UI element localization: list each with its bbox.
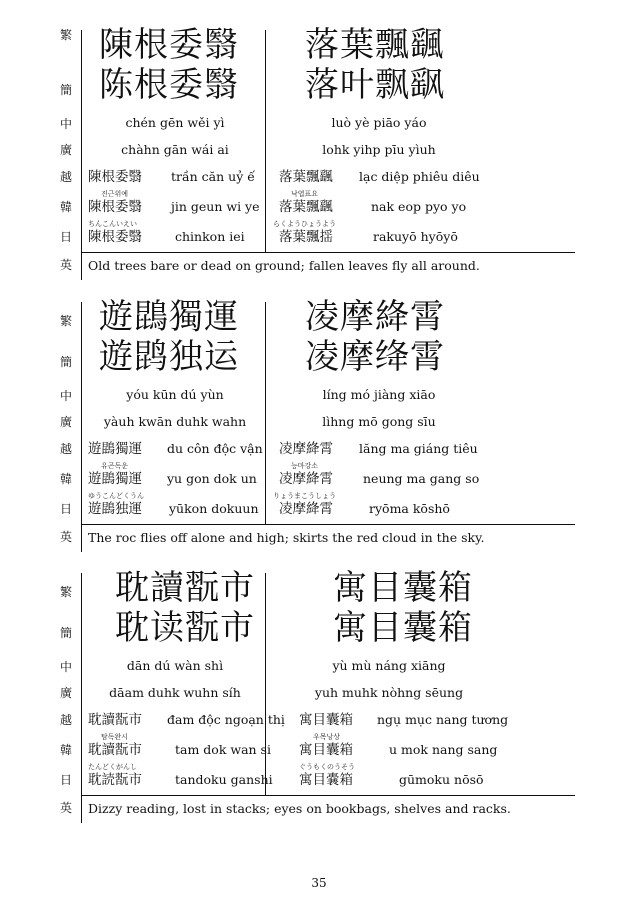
label-vietnamese: 越 (59, 713, 72, 727)
label-japanese: 日 (59, 230, 72, 244)
label-divider (81, 573, 82, 823)
couplet-block-2 (55, 297, 585, 554)
right-traditional: 寓目囊箱 (333, 568, 473, 608)
left-simplified: 耽读翫市 (115, 608, 255, 648)
right-viet-reading: lăng ma giáng tiêu (359, 441, 478, 456)
left-japanese-reading: tandoku ganshi (175, 772, 273, 787)
left-cantonese: dāam duhk wuhn síh (109, 685, 241, 700)
label-vietnamese: 越 (59, 170, 72, 184)
label-traditional: 繁 (59, 28, 72, 42)
right-korean-ruby: 우목낭상 (313, 733, 341, 741)
right-traditional: 落葉飄颻 (305, 25, 445, 65)
left-korean-reading: tam dok wan si (175, 742, 271, 757)
label-traditional: 繁 (59, 585, 72, 599)
right-korean-ruby: 능마강소 (291, 462, 319, 470)
english-translation: Old trees bare or dead on ground; fallen leaves fly all around. (88, 258, 480, 273)
label-korean: 韓 (59, 472, 72, 486)
label-japanese: 日 (59, 773, 72, 787)
english-translation: Dizzy reading, lost in stacks; eyes on bookbags, shelves and racks. (88, 801, 511, 816)
right-simplified: 寓目囊箱 (333, 608, 473, 648)
right-korean-chars: 落葉飄颻 (279, 199, 333, 215)
label-cantonese: 廣 (59, 143, 72, 157)
right-korean-reading: neung ma gang so (363, 471, 480, 486)
column-divider (265, 302, 266, 524)
left-korean-chars: 陳根委翳 (88, 199, 142, 215)
label-english: 英 (59, 530, 72, 544)
label-korean: 韓 (59, 200, 72, 214)
english-divider (81, 795, 575, 796)
left-japanese-ruby: たんどくがんし (88, 763, 137, 771)
right-cantonese: lohk yihp pīu yìuh (322, 142, 436, 157)
right-japanese-chars: 落葉飄揺 (279, 229, 333, 245)
english-divider (81, 252, 575, 253)
label-divider (81, 30, 82, 280)
right-japanese-ruby: りょうまこうしょう (273, 492, 336, 500)
right-japanese-chars: 凌摩絳霄 (279, 501, 333, 517)
right-simplified: 落叶飘飖 (305, 65, 445, 105)
right-viet-chars: 寓目囊箱 (299, 712, 353, 728)
left-korean-reading: yu gon dok un (167, 471, 257, 486)
left-japanese-chars: 耽読翫市 (88, 772, 142, 788)
couplet-block-3 (55, 568, 585, 825)
right-japanese-reading: ryōma kōshō (369, 501, 450, 516)
label-simplified: 簡 (59, 83, 72, 97)
label-mandarin: 中 (59, 389, 72, 403)
page-number: 35 (311, 876, 327, 890)
right-viet-reading: lạc diệp phiêu diêu (359, 169, 480, 184)
right-korean-reading: u mok nang sang (389, 742, 498, 757)
column-divider (265, 30, 266, 252)
left-traditional: 遊鵾獨運 (99, 297, 239, 337)
right-japanese-reading: rakuyō hyōyō (373, 229, 458, 244)
label-divider (81, 302, 82, 552)
left-viet-reading: du côn độc vận (167, 441, 263, 456)
label-mandarin: 中 (59, 660, 72, 674)
left-viet-chars: 耽讀翫市 (88, 712, 142, 728)
left-viet-chars: 陳根委翳 (88, 169, 142, 185)
left-japanese-ruby: ちんこんいえい (88, 220, 137, 228)
left-japanese-reading: chinkon iei (175, 229, 245, 244)
left-simplified: 陈根委翳 (99, 65, 239, 105)
left-mandarin: yóu kūn dú yùn (126, 387, 224, 402)
right-mandarin: yù mù náng xiāng (332, 658, 446, 673)
left-japanese-reading: yūkon dokuun (169, 501, 259, 516)
left-korean-ruby: 탐독완시 (101, 733, 129, 741)
right-korean-chars: 寓目囊箱 (299, 742, 353, 758)
right-mandarin: luò yè piāo yáo (331, 115, 427, 130)
label-korean: 韓 (59, 743, 72, 757)
label-english: 英 (59, 258, 72, 272)
right-cantonese: lìhng mō gong sīu (322, 414, 436, 429)
left-japanese-chars: 遊鵾独運 (88, 501, 142, 517)
left-korean-chars: 耽讀翫市 (88, 742, 142, 758)
english-divider (81, 524, 575, 525)
english-translation: The roc flies off alone and high; skirts the red cloud in the sky. (88, 530, 485, 545)
right-simplified: 凌摩绛霄 (305, 337, 445, 377)
right-viet-chars: 凌摩絳霄 (279, 441, 333, 457)
label-simplified: 簡 (59, 355, 72, 369)
left-cantonese: chàhn gān wái ai (121, 142, 229, 157)
right-viet-chars: 落葉飄颻 (279, 169, 333, 185)
column-divider (265, 573, 266, 795)
label-cantonese: 廣 (59, 686, 72, 700)
left-korean-reading: jin geun wi ye (171, 199, 260, 214)
left-japanese-chars: 陳根委翳 (88, 229, 142, 245)
right-viet-reading: ngụ mục nang tương (377, 712, 509, 727)
label-cantonese: 廣 (59, 415, 72, 429)
left-viet-chars: 遊鵾獨運 (88, 441, 142, 457)
left-viet-reading: đam độc ngoạn thị (167, 712, 285, 727)
right-japanese-reading: gūmoku nōsō (399, 772, 484, 787)
right-mandarin: líng mó jiàng xiāo (322, 387, 436, 402)
label-traditional: 繁 (59, 314, 72, 328)
label-japanese: 日 (59, 502, 72, 516)
right-korean-chars: 凌摩絳霄 (279, 471, 333, 487)
left-mandarin: dān dú wàn shì (126, 658, 224, 673)
right-cantonese: yuh muhk nòhng sēung (314, 685, 464, 700)
right-japanese-ruby: ぐうもくのうそう (299, 763, 355, 771)
left-japanese-ruby: ゆうこんどくうん (88, 492, 144, 500)
label-english: 英 (59, 801, 72, 815)
left-korean-ruby: 진근위예 (101, 190, 129, 198)
right-korean-ruby: 낙엽표요 (291, 190, 319, 198)
right-traditional: 凌摩絳霄 (305, 297, 445, 337)
label-vietnamese: 越 (59, 442, 72, 456)
right-japanese-ruby: らくようひょうよう (273, 220, 336, 228)
left-viet-reading: trần căn uỷ ế (171, 169, 255, 184)
left-traditional: 陳根委翳 (99, 25, 239, 65)
right-korean-reading: nak eop pyo yo (371, 199, 467, 214)
left-traditional: 耽讀翫市 (115, 568, 255, 608)
label-simplified: 簡 (59, 626, 72, 640)
label-mandarin: 中 (59, 117, 72, 131)
couplet-block-1 (55, 25, 585, 282)
left-mandarin: chén gēn wěi yì (125, 115, 225, 130)
right-japanese-chars: 寓目嚢箱 (299, 772, 353, 788)
left-simplified: 遊鹍独运 (99, 337, 239, 377)
left-korean-chars: 遊鵾獨運 (88, 471, 142, 487)
left-korean-ruby: 유곤독운 (101, 462, 129, 470)
left-cantonese: yàuh kwān duhk wahn (103, 414, 247, 429)
